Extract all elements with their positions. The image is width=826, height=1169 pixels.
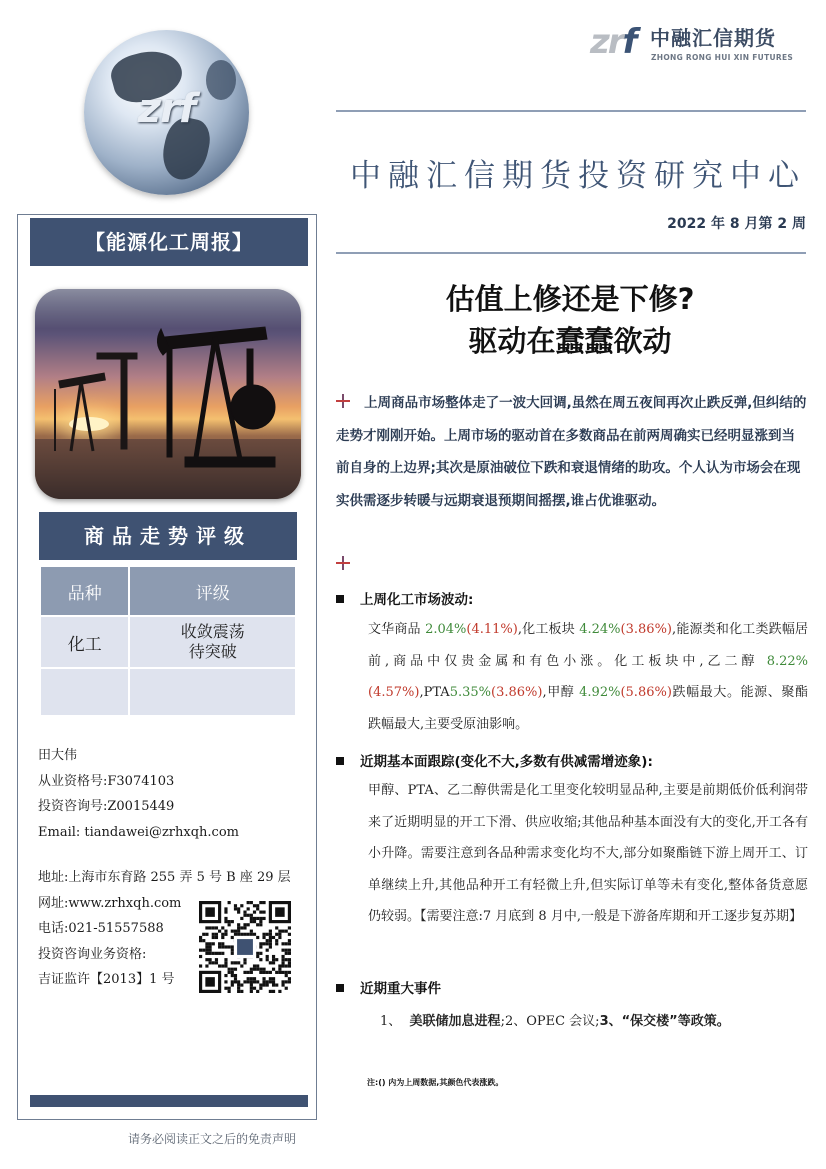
headline-line-1: 估值上修还是下修? xyxy=(445,282,695,316)
company-logo-english: ZHONG RONG HUI XIN FUTURES xyxy=(651,53,794,62)
company-website[interactable]: 网址:www.zrhxqh.com xyxy=(38,895,182,911)
change-value: 5.35% xyxy=(449,685,491,700)
change-value: 8.22% xyxy=(766,653,808,669)
section-body-fundamentals: 甲醇、PTA、乙二醇供需是化工里变化较明显品种,主要是前期低价低利润带来了近期明显的开工下滑、供应收缩;其他品种基本面没有大的变化,开工各有小升降。需要注意到各品种需求变化均不大,部分如聚酯链下游上周开工、订单继续上升,其他品种开工有轻微上升,但实际订单等未有变化,整体备货意愿仍较弱。【需要注意:7 月底到 8 月中,一般是下游备库期和开工逐步复苏期】 xyxy=(368,783,808,924)
text-run: 跌幅最大。能源、聚酯跌幅最大,主要受原油影响。 xyxy=(368,685,808,732)
change-value: 4.24% xyxy=(579,622,621,637)
consulting-number: 投资咨询号:Z0015449 xyxy=(38,799,175,814)
section-title-text: 近期基本面跟踪(变化不大,多数有供减需增迹象): xyxy=(360,754,653,770)
text-run: 文华商品 xyxy=(368,622,426,637)
company-phone: 电话:021-51557588 xyxy=(38,921,164,936)
company-logo-mark: zrf xyxy=(590,22,636,62)
bullet-cross-icon xyxy=(336,394,350,408)
qualification-number: 从业资格号:F3074103 xyxy=(38,773,175,789)
headline-line-2: 驱动在蠢蠢欲动 xyxy=(468,324,672,358)
analyst-email[interactable]: Email: tiandawei@zrhxqh.com xyxy=(38,824,239,840)
glossy-highlight xyxy=(35,289,301,329)
previous-change: (3.86%) xyxy=(491,685,543,700)
text-run: ,甲醇 xyxy=(542,685,580,700)
column-header-rating: 评级 xyxy=(130,567,295,615)
license-number: 吉证监许【2013】1 号 xyxy=(38,972,175,987)
rating-section-title: 商品走势评级 xyxy=(39,512,297,560)
table-header-row xyxy=(41,567,295,615)
analyst-contact xyxy=(38,743,318,845)
rating-line: 待突破 xyxy=(188,642,237,661)
report-headline xyxy=(380,278,760,362)
divider xyxy=(336,110,806,112)
divider xyxy=(336,252,806,254)
text-run: ,化工板块 xyxy=(517,622,580,637)
oil-pump-photo xyxy=(35,289,301,499)
qualification-label: 投资咨询业务资格: xyxy=(38,946,147,962)
section-body-market xyxy=(368,614,808,740)
company-address: 地址:上海市东育路 255 弄 5 号 B 座 29 层 xyxy=(38,870,291,885)
rating-cell xyxy=(130,617,295,667)
rating-line: 收敛震荡 xyxy=(180,622,245,641)
column-header-product: 品种 xyxy=(41,567,128,615)
report-type-banner: 【能源化工周报】 xyxy=(30,218,308,266)
square-bullet-icon xyxy=(336,984,344,992)
rating-table xyxy=(39,565,297,717)
empty-cell xyxy=(130,669,295,715)
event-item: 美联储加息进程 xyxy=(409,1014,501,1029)
company-logo-name: 中融汇信期货 xyxy=(650,26,776,50)
report-week: 2022 年 8 月第 2 周 xyxy=(667,216,806,232)
text-run: ,PTA xyxy=(419,685,450,700)
research-center-title: 中融汇信期货投资研究中心 xyxy=(350,158,806,194)
globe-logo xyxy=(84,30,249,195)
intro-text: 上周商品市场整体走了一波大回调,虽然在周五夜间再次止跌反弹,但纠结的走势才刚刚开始。上周市场的驱动首在多数商品在前两周确实已经明显涨到当前自身的上边界;其次是原油破位下跌和衰退情绪的助攻。个人认为市场会在现实供需逐步转暖与远期衰退预期间摇摆,谁占优谁驱动。 xyxy=(336,395,807,509)
previous-change: (5.86%) xyxy=(620,685,672,700)
event-number: 1、 xyxy=(380,1014,402,1029)
table-row-empty xyxy=(41,669,295,715)
section-title-text: 上周化工市场波动: xyxy=(360,592,474,608)
empty-bullet xyxy=(336,554,350,573)
section-title-events xyxy=(336,977,441,997)
change-value: 2.04% xyxy=(425,622,467,637)
previous-change: (4.11%) xyxy=(466,622,518,637)
bullet-cross-icon xyxy=(336,556,350,570)
previous-change: (4.57%) xyxy=(368,685,420,700)
text-run: ,能源类和化工类跌幅居前,商品中仅贵金属和有色小涨。化工板块中,乙二醇 xyxy=(368,622,809,669)
intro-paragraph xyxy=(336,387,808,517)
events-list xyxy=(380,1010,730,1029)
section-title-text: 近期重大事件 xyxy=(360,981,441,997)
empty-cell xyxy=(41,669,128,715)
disclaimer-note: 请务必阅读正文之后的免责声明 xyxy=(128,1132,297,1146)
previous-change: (3.86%) xyxy=(620,622,672,637)
event-item: 3、“保交楼”等政策。 xyxy=(599,1014,730,1029)
table-row xyxy=(41,617,295,667)
product-cell: 化工 xyxy=(41,617,128,667)
square-bullet-icon xyxy=(336,595,344,603)
event-item: ;2、OPEC 会议; xyxy=(500,1014,600,1029)
globe-brand-text: zrf xyxy=(137,86,196,132)
change-value: 4.92% xyxy=(579,685,621,700)
qr-code-icon[interactable] xyxy=(199,901,291,993)
data-note: 注:() 内为上周数据,其颜色代表涨跌。 xyxy=(367,1078,504,1087)
section-title-market xyxy=(336,588,473,608)
analyst-name: 田大伟 xyxy=(38,748,78,763)
sidebar-panel xyxy=(17,214,317,1120)
square-bullet-icon xyxy=(336,757,344,765)
section-title-fundamentals xyxy=(336,750,653,770)
sidebar-footer-bar xyxy=(30,1095,308,1107)
